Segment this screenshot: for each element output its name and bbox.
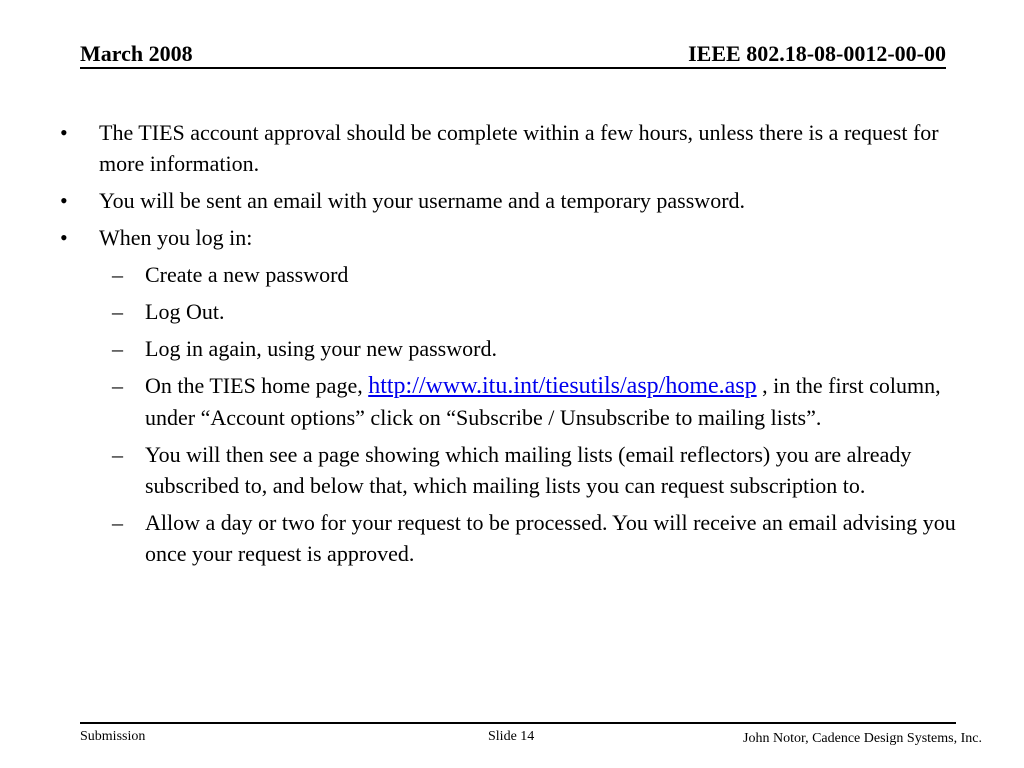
sub-item-text: You will then see a page showing which mailing lists (email reflectors) you are already subscribed to, and below that, which mailing lists you can request subscription to.: [145, 442, 912, 498]
bullet-text: You will be sent an email with your username and a temporary password.: [99, 188, 746, 213]
sub-item: [0, 296, 1024, 327]
sub-item-text: Create a new password: [145, 262, 349, 287]
bullet-text: When you log in:: [99, 225, 253, 250]
sub-item: [0, 259, 1024, 290]
footer-submission: Submission: [80, 729, 146, 744]
header-doc-id: IEEE 802.18-08-0012-00-00: [688, 41, 946, 66]
dash-marker: –: [112, 510, 123, 535]
sub-item-text-before: On the TIES home page,: [145, 373, 369, 398]
bullet-item: [0, 185, 1024, 216]
bullet-marker: •: [60, 225, 68, 250]
footer-divider: [80, 722, 956, 724]
sub-item: [0, 439, 1024, 501]
slide-body: [0, 117, 1024, 575]
sub-item-text-after: , in the first column, under “Account options” click on “Subscribe / Unsubscribe to mailing lists”.: [145, 373, 941, 430]
header-divider: [80, 67, 946, 69]
header-date: March 2008: [80, 41, 193, 66]
bullet-item: [0, 222, 1024, 253]
sub-item-text: Log in again, using your new password.: [145, 336, 497, 361]
sub-item: [0, 370, 1024, 433]
ties-home-link[interactable]: http://www.itu.int/tiesutils/asp/home.asp: [368, 373, 757, 399]
dash-marker: –: [112, 299, 123, 324]
bullet-text: The TIES account approval should be complete within a few hours, unless there is a request for more information.: [99, 120, 939, 176]
sub-item-text: Allow a day or two for your request to be processed. You will receive an email advising you once your request is approved.: [145, 510, 956, 566]
bullet-marker: •: [60, 188, 68, 213]
footer-slide-number: Slide 14: [488, 729, 535, 744]
dash-marker: –: [112, 262, 123, 287]
dash-marker: –: [112, 373, 123, 398]
dash-marker: –: [112, 336, 123, 361]
bullet-item: [0, 117, 1024, 179]
dash-marker: –: [112, 442, 123, 467]
sub-item: [0, 507, 1024, 569]
sub-item: [0, 333, 1024, 364]
sub-item-text: Log Out.: [145, 299, 225, 324]
bullet-marker: •: [60, 120, 68, 145]
footer-author: John Notor, Cadence Design Systems, Inc.: [743, 731, 982, 746]
